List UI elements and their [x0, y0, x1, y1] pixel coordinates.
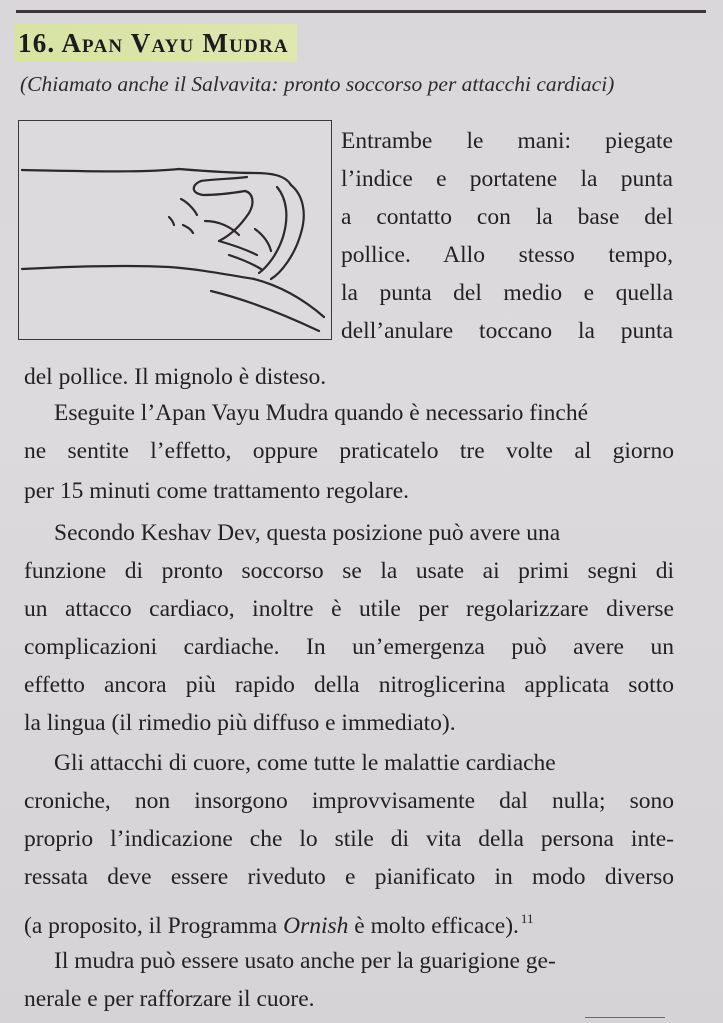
paragraph-3-line: la lingua (il rimedio più diffuso e immediato).: [24, 710, 456, 736]
paragraph-5-line: Il mudra può essere usato anche per la guarigione ge-: [54, 948, 556, 974]
paragraph-3-line: complicazioni cardiache. In un’emergenza può avere un: [24, 634, 674, 660]
paragraph-4-line: Gli attacchi di cuore, come tutte le malattie cardiache: [54, 750, 556, 776]
paragraph-4-line: croniche, non insorgono improvvisamente dal nulla; sono: [24, 788, 674, 814]
paragraph-3-line: un attacco cardiaco, inoltre è utile per regolarizzare diverse: [24, 596, 674, 622]
top-rule: [16, 10, 706, 13]
paragraph-5-line: nerale e per rafforzare il cuore.: [24, 986, 315, 1012]
paragraph-1-line: l’indice e portatene la punta: [341, 166, 673, 192]
section-subtitle: (Chiamato anche il Salvavita: pronto soccorso per attacchi cardiaci): [20, 72, 615, 96]
paragraph-2-line: ne sentite l’effetto, oppure praticatelo tre volte al giorno: [24, 438, 674, 464]
paragraph-1-line: a contatto con la base del: [341, 204, 673, 230]
section-title: Apan Vayu Mudra: [61, 28, 289, 58]
paragraph-1-line: del pollice. Il mignolo è disteso.: [24, 364, 327, 390]
paragraph-1-line: Entrambe le mani: piegate: [341, 128, 673, 154]
paragraph-4-last-line: [24, 904, 674, 941]
paragraph-1-line: la punta del medio e quella: [341, 280, 673, 306]
hand-mudra-illustration-icon: [19, 121, 331, 339]
paragraph-4-line: ressata deve essere riveduto e pianificato in modo diverso: [24, 864, 674, 890]
paragraph-4-text: (a proposito, il Programma: [24, 913, 284, 939]
hand-illustration: [18, 120, 332, 340]
paragraph-1-line: dell’anulare toccano la punta: [341, 318, 673, 344]
paragraph-3-line: effetto ancora più rapido della nitroglicerina applicata sotto: [24, 672, 674, 698]
section-heading: [14, 24, 297, 62]
paragraph-4-text-end: è molto efficace).: [348, 913, 519, 939]
paragraph-4-line: proprio l’indicazione che lo stile di vita della persona inte-: [24, 826, 674, 852]
paragraph-3-line: funzione di pronto soccorso se la usate ai primi segni di: [24, 558, 674, 584]
paragraph-2-line: per 15 minuti come trattamento regolare.: [24, 478, 409, 504]
paragraph-3-line: Secondo Keshav Dev, questa posizione può avere una: [54, 520, 561, 546]
bottom-rule: [585, 1017, 665, 1018]
section-number: 16.: [18, 28, 56, 58]
program-name: Ornish: [283, 913, 349, 939]
paragraph-2-line: Eseguite l’Apan Vayu Mudra quando è necessario finché: [54, 400, 589, 426]
footnote-reference: 11: [520, 911, 534, 926]
paragraph-1-line: pollice. Allo stesso tempo,: [341, 242, 673, 268]
